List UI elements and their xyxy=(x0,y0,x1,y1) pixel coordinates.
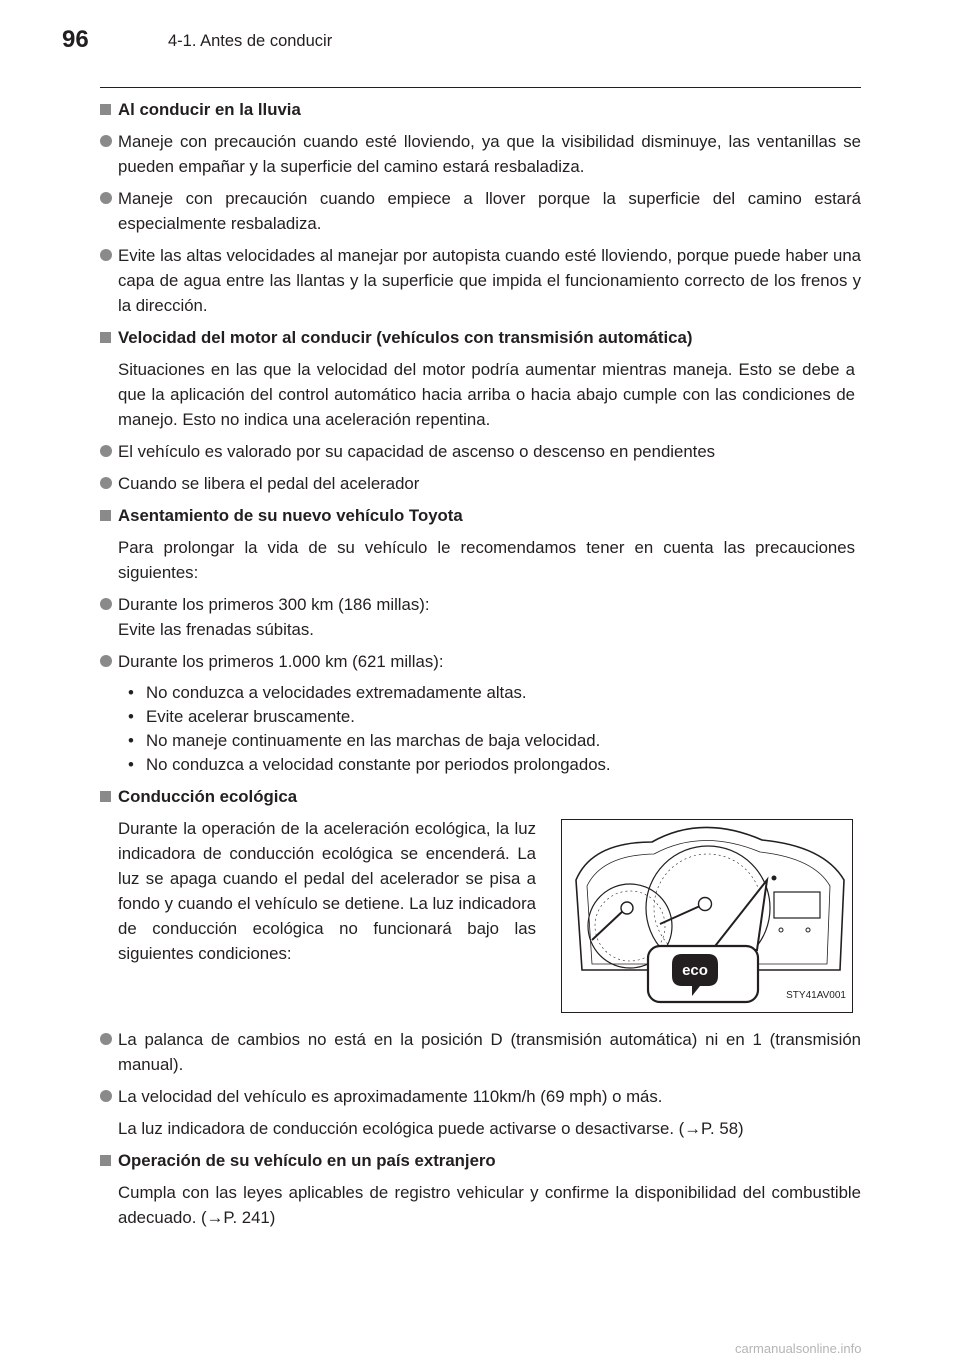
list-item-text: Cuando se libera el pedal del acelerador xyxy=(118,474,420,493)
section-heading-extranjero xyxy=(100,1148,861,1173)
eco-row xyxy=(100,816,861,1013)
section-heading-ecologica xyxy=(100,784,861,809)
list-item xyxy=(100,592,861,642)
eco-icon-label: eco xyxy=(682,962,708,979)
list-item-text: Durante los primeros 1.000 km (621 millas): xyxy=(118,652,444,671)
section-title: Conducción ecológica xyxy=(118,787,298,806)
section-text: Situaciones en las que la velocidad del motor podría aumentar mientras maneja. Esto se debe a que la aplicación del control automático hacia arriba o hacia abajo cumple con las condiciones de manejo. Esto no indica una aceleración repentina. xyxy=(118,360,855,429)
list-item-text: El vehículo es valorado por su capacidad de ascenso o descenso en pendientes xyxy=(118,442,716,461)
square-bullet-icon xyxy=(100,510,111,521)
section-text: Para prolongar la vida de su vehículo le recomendamos tener en cuenta las precauciones siguientes: xyxy=(118,538,855,582)
chapter-title: 4-1. Antes de conducir xyxy=(168,32,333,50)
square-bullet-icon xyxy=(100,104,111,115)
header-rule xyxy=(100,87,861,88)
list-item-text: Durante los primeros 300 km (186 millas): xyxy=(118,595,430,614)
section-text: Cumpla con las leyes aplicables de registro vehicular y confirme la disponibilidad del combustible adecuado. (→P. 241) xyxy=(118,1183,861,1227)
section-title: Asentamiento de su nuevo vehículo Toyota xyxy=(118,506,463,525)
multi-display xyxy=(774,892,820,918)
square-bullet-icon xyxy=(100,1155,111,1166)
speedometer-needle xyxy=(660,906,700,924)
list-item-text: Evite las altas velocidades al manejar por autopista cuando esté lloviendo, porque puede haber una capa de agua entre las llantas y la superficie que impida el funcionamiento correcto de los frenos y la dirección. xyxy=(118,246,861,315)
display-button-icon xyxy=(806,928,810,932)
list-item-text: La velocidad del vehículo es aproximadamente 110km/h (69 mph) o más. xyxy=(118,1087,663,1106)
section-title: Operación de su vehículo en un país extranjero xyxy=(118,1151,496,1170)
figure-code: STY41AV001 xyxy=(786,990,846,1001)
list-item xyxy=(100,471,861,496)
circle-bullet-icon xyxy=(100,1033,112,1045)
circle-bullet-icon xyxy=(100,249,112,261)
circle-bullet-icon xyxy=(100,598,112,610)
sub-bullet-item: • No maneje continuamente en las marchas de baja velocidad. xyxy=(128,729,861,753)
list-item xyxy=(100,243,861,318)
circle-bullet-icon xyxy=(100,477,112,489)
list-item-text: Maneje con precaución cuando esté lloviendo, ya que la visibilidad disminuye, las ventanillas se pueden empañar y la superficie del camino estará resbaladiza. xyxy=(118,132,861,176)
circle-bullet-icon xyxy=(100,445,112,457)
list-item-text: Maneje con precaución cuando empiece a llover porque la superficie del camino estará especialmente resbaladiza. xyxy=(118,189,861,233)
section-heading-velocidad xyxy=(100,325,861,350)
list-item xyxy=(100,1084,861,1109)
list-item xyxy=(100,186,861,236)
speedometer-hub xyxy=(699,898,712,911)
section-title: Al conducir en la lluvia xyxy=(118,100,301,119)
circle-bullet-icon xyxy=(100,1090,112,1102)
instrument-cluster-figure xyxy=(561,819,853,1013)
section-heading-lluvia xyxy=(100,97,861,122)
section-heading-asentamiento xyxy=(100,503,861,528)
section-title: Velocidad del motor al conducir (vehículos con transmisión automática) xyxy=(118,328,693,347)
list-item xyxy=(100,129,861,179)
list-item-text: La palanca de cambios no está en la posición D (transmisión automática) ni en 1 (transmisión manual). xyxy=(118,1030,861,1074)
watermark: carmanualsonline.info xyxy=(735,1341,862,1356)
list-item xyxy=(100,1027,861,1077)
sub-bullet-item: • No conduzca a velocidades extremadamente altas. xyxy=(128,681,861,705)
display-button-icon xyxy=(779,928,783,932)
page-number: 96 xyxy=(62,26,89,53)
tachometer-hub xyxy=(621,902,633,914)
callout-pointer xyxy=(712,880,767,950)
section-note: La luz indicadora de conducción ecológica puede activarse o desactivarse. (→P. 58) xyxy=(118,1119,744,1138)
square-bullet-icon xyxy=(100,332,111,343)
circle-bullet-icon xyxy=(100,192,112,204)
section-text: Durante la operación de la aceleración ecológica, la luz indicadora de conducción ecológica se encenderá. La luz se apaga cuando el pedal del acelerador se pisa a fondo y cuando el vehículo se detiene. La luz indicadora de conducción ecológica no funcionará bajo las siguientes condiciones: xyxy=(118,819,536,963)
circle-bullet-icon xyxy=(100,655,112,667)
sub-bullet-item: • Evite acelerar bruscamente. xyxy=(128,705,861,729)
list-item-subtext: Evite las frenadas súbitas. xyxy=(118,620,314,639)
list-item xyxy=(100,439,861,464)
circle-bullet-icon xyxy=(100,135,112,147)
square-bullet-icon xyxy=(100,791,111,802)
sub-bullet-item: • No conduzca a velocidad constante por periodos prolongados. xyxy=(128,753,861,777)
sub-bullet-list xyxy=(100,681,861,777)
list-item xyxy=(100,649,861,674)
page-content xyxy=(100,97,861,1237)
eco-indicator-dot xyxy=(772,876,777,881)
